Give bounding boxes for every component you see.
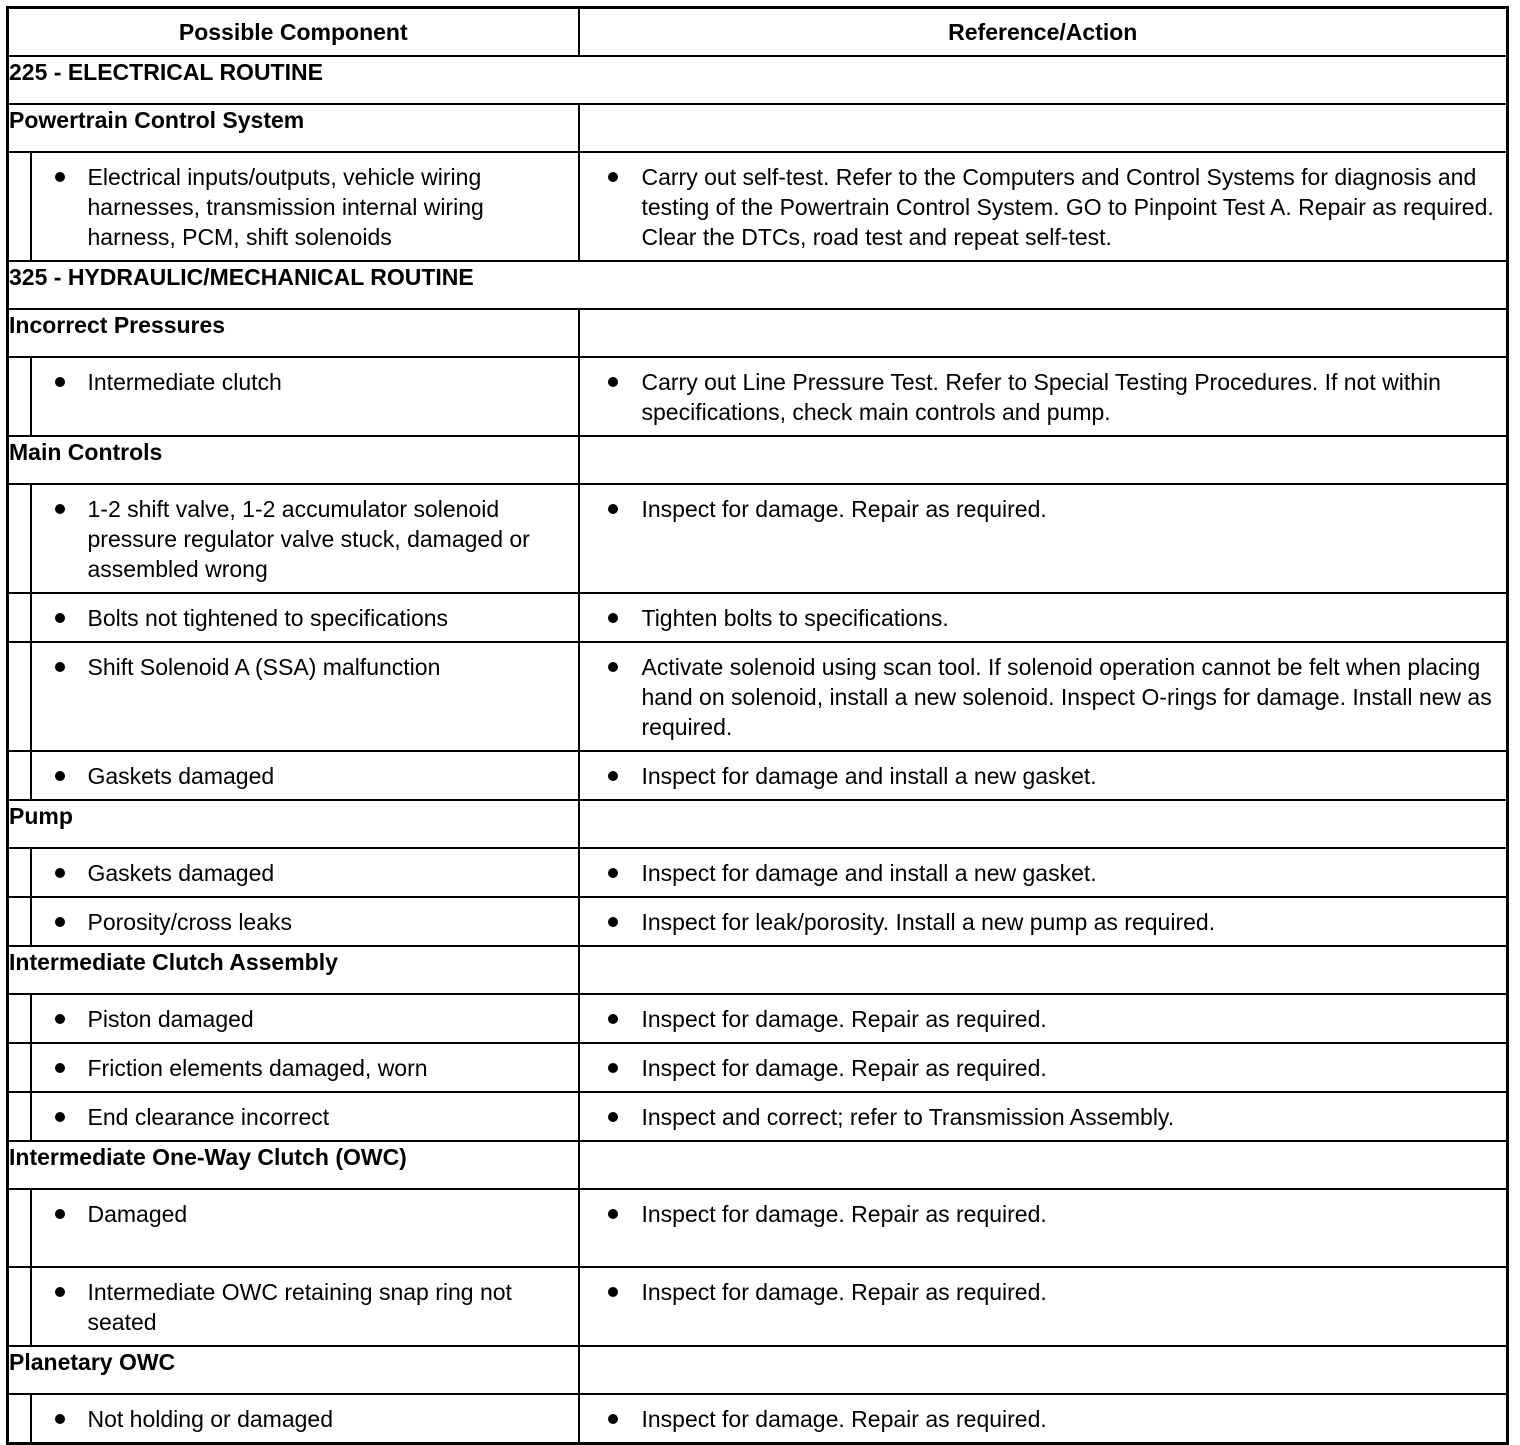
action-text: Inspect for damage and install a new gasket. [641,859,1097,886]
bullet-icon [55,172,65,182]
action-cell [579,994,1508,1043]
group-row [8,946,1508,994]
component-cell [31,994,579,1043]
bullet-icon [608,1014,618,1024]
action-cell [579,897,1508,946]
action-cell [579,593,1508,642]
bullet-icon [608,868,618,878]
action-text: Carry out Line Pressure Test. Refer to Special Testing Procedures. If not within specifications, check main controls and pump. [641,368,1441,425]
action-text: Inspect for damage. Repair as required. [641,1005,1047,1032]
component-cell [31,1092,579,1141]
action-cell [579,1394,1508,1444]
component-text: Not holding or damaged [87,1405,333,1432]
indent-cell [8,484,31,593]
section-title: 325 - HYDRAULIC/MECHANICAL ROUTINE [8,261,1508,309]
action-text: Inspect for damage. Repair as required. [641,1054,1047,1081]
bullet-icon [608,771,618,781]
component-text: Intermediate OWC retaining snap ring not seated [87,1278,512,1335]
component-text: Shift Solenoid A (SSA) malfunction [87,653,441,680]
indent-cell [8,593,31,642]
component-cell [31,1043,579,1092]
action-text: Tighten bolts to specifications. [641,604,949,631]
group-action-empty [579,800,1508,848]
action-text: Inspect for damage and install a new gasket. [641,762,1097,789]
section-row [8,261,1508,309]
group-action-empty [579,1141,1508,1189]
indent-cell [8,1043,31,1092]
header-component: Possible Component [8,8,579,56]
group-row [8,1141,1508,1189]
table-row [8,1394,1508,1444]
component-text: Gaskets damaged [87,859,275,886]
component-cell [31,642,579,751]
table-row [8,1267,1508,1346]
header-row [8,8,1508,56]
action-text: Inspect for damage. Repair as required. [641,1200,1047,1227]
component-text: Piston damaged [87,1005,254,1032]
action-cell [579,751,1508,800]
action-cell [579,357,1508,436]
bullet-icon [55,917,65,927]
group-title: Planetary OWC [8,1346,579,1394]
diagnosis-table [6,6,1509,1445]
table-row [8,994,1508,1043]
bullet-icon [608,662,618,672]
bullet-icon [55,1287,65,1297]
indent-cell [8,994,31,1043]
component-cell [31,751,579,800]
action-cell [579,642,1508,751]
action-cell [579,152,1508,261]
group-title: Pump [8,800,579,848]
table-row [8,1043,1508,1092]
group-row [8,800,1508,848]
group-action-empty [579,104,1508,152]
component-cell [31,1267,579,1346]
action-text: Activate solenoid using scan tool. If solenoid operation cannot be felt when placing hand on solenoid, install a new solenoid. Inspect O-rings for damage. Install new as required. [641,653,1492,740]
component-cell [31,848,579,897]
bullet-icon [55,1209,65,1219]
component-cell [31,897,579,946]
group-row [8,309,1508,357]
bullet-icon [55,771,65,781]
component-text: Damaged [87,1200,188,1227]
bullet-icon [608,172,618,182]
indent-cell [8,1267,31,1346]
group-action-empty [579,1346,1508,1394]
action-text: Inspect and correct; refer to Transmission Assembly. [641,1103,1175,1130]
table-row [8,751,1508,800]
group-action-empty [579,436,1508,484]
bullet-icon [55,613,65,623]
bullet-icon [608,917,618,927]
action-cell [579,848,1508,897]
table-row [8,642,1508,751]
bullet-icon [55,1414,65,1424]
table-row [8,593,1508,642]
action-cell [579,484,1508,593]
group-title: Incorrect Pressures [8,309,579,357]
group-row [8,1346,1508,1394]
component-cell [31,1189,579,1267]
group-row [8,104,1508,152]
indent-cell [8,751,31,800]
section-title: 225 - ELECTRICAL ROUTINE [8,56,1508,104]
group-title: Intermediate Clutch Assembly [8,946,579,994]
group-action-empty [579,946,1508,994]
action-text: Inspect for damage. Repair as required. [641,1405,1047,1432]
group-row [8,436,1508,484]
indent-cell [8,848,31,897]
bullet-icon [55,1112,65,1122]
bullet-icon [608,377,618,387]
component-text: Electrical inputs/outputs, vehicle wiring harnesses, transmission internal wiring harness, PCM, shift solenoids [87,163,484,250]
component-text: Porosity/cross leaks [87,908,293,935]
table-row [8,357,1508,436]
bullet-icon [55,377,65,387]
component-text: Bolts not tightened to specifications [87,604,449,631]
group-action-empty [579,309,1508,357]
table-row [8,152,1508,261]
table-row [8,848,1508,897]
bullet-icon [55,868,65,878]
component-cell [31,484,579,593]
action-text: Inspect for damage. Repair as required. [641,1278,1047,1305]
component-text: Friction elements damaged, worn [87,1054,428,1081]
action-text: Carry out self-test. Refer to the Computers and Control Systems for diagnosis and testing of the Powertrain Control System. GO to Pinpoint Test A. Repair as required. Clear the DTCs, road test and repeat self-test. [641,163,1494,250]
action-cell [579,1267,1508,1346]
indent-cell [8,642,31,751]
component-cell [31,593,579,642]
group-title: Main Controls [8,436,579,484]
action-cell [579,1189,1508,1267]
action-text: Inspect for damage. Repair as required. [641,495,1047,522]
component-text: 1-2 shift valve, 1-2 accumulator solenoid pressure regulator valve stuck, damaged or assembled wrong [87,495,530,582]
bullet-icon [608,1063,618,1073]
indent-cell [8,897,31,946]
indent-cell [8,1189,31,1267]
bullet-icon [55,662,65,672]
action-cell [579,1092,1508,1141]
component-text: Intermediate clutch [87,368,282,395]
bullet-icon [55,504,65,514]
bullet-icon [608,504,618,514]
bullet-icon [608,1209,618,1219]
component-cell [31,1394,579,1444]
component-text: Gaskets damaged [87,762,275,789]
table-row [8,1189,1508,1267]
bullet-icon [608,613,618,623]
section-row [8,56,1508,104]
indent-cell [8,357,31,436]
table-body [8,56,1508,1444]
table-row [8,1092,1508,1141]
bullet-icon [55,1014,65,1024]
bullet-icon [608,1287,618,1297]
action-text: Inspect for leak/porosity. Install a new pump as required. [641,908,1216,935]
bullet-icon [608,1112,618,1122]
group-title: Intermediate One-Way Clutch (OWC) [8,1141,579,1189]
bullet-icon [608,1414,618,1424]
component-text: End clearance incorrect [87,1103,330,1130]
component-cell [31,357,579,436]
header-action: Reference/Action [579,8,1508,56]
table-row [8,897,1508,946]
component-cell [31,152,579,261]
group-title: Powertrain Control System [8,104,579,152]
action-cell [579,1043,1508,1092]
indent-cell [8,152,31,261]
indent-cell [8,1394,31,1444]
bullet-icon [55,1063,65,1073]
indent-cell [8,1092,31,1141]
table-row [8,484,1508,593]
